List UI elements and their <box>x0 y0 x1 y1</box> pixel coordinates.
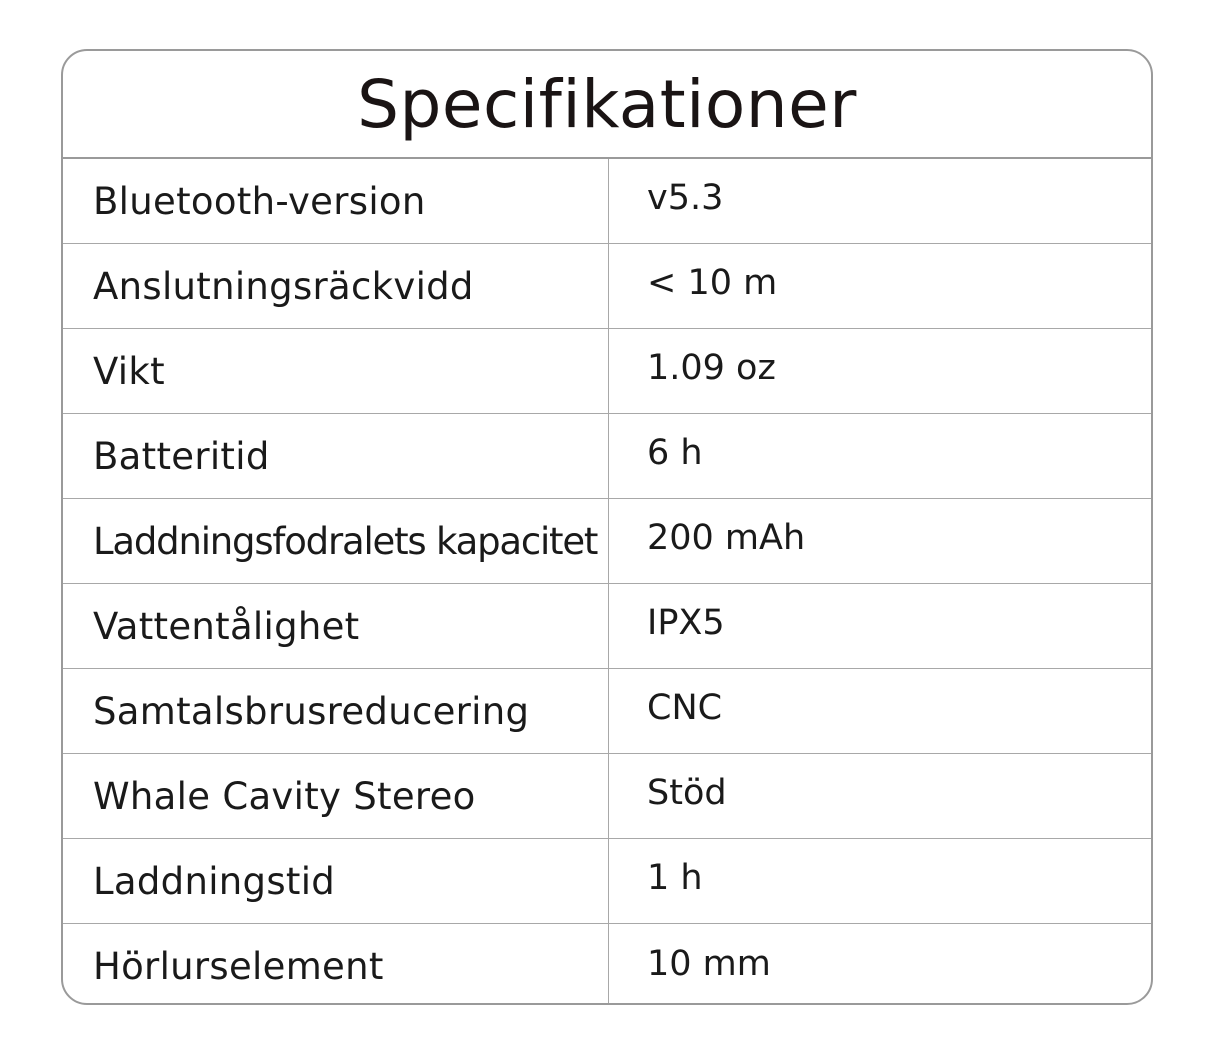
spec-title: Specifikationer <box>63 51 1151 159</box>
spec-label: Vattentålighet <box>63 584 609 668</box>
table-row <box>63 924 1151 1005</box>
spec-table <box>61 49 1153 1005</box>
table-row <box>63 499 1151 584</box>
spec-label: Batteritid <box>63 414 609 498</box>
spec-value: CNC <box>647 688 723 728</box>
spec-label: Anslutningsräckvidd <box>63 244 609 328</box>
spec-value: 6 h <box>647 433 703 473</box>
spec-value: 1.09 oz <box>647 348 776 388</box>
spec-value: 200 mAh <box>647 518 806 558</box>
spec-value: 10 mm <box>647 943 771 984</box>
spec-value: Stöd <box>647 773 727 813</box>
table-row <box>63 839 1151 924</box>
table-row <box>63 754 1151 839</box>
table-row <box>63 329 1151 414</box>
table-row <box>63 414 1151 499</box>
table-row <box>63 159 1151 244</box>
spec-value: v5.3 <box>647 178 724 218</box>
spec-label: Laddningstid <box>63 839 609 923</box>
spec-value: IPX5 <box>647 603 725 643</box>
spec-label: Laddningsfodralets kapacitet <box>63 499 609 583</box>
table-row <box>63 584 1151 669</box>
table-row <box>63 669 1151 754</box>
spec-label: Vikt <box>63 329 609 413</box>
spec-label: Bluetooth-version <box>63 159 609 243</box>
spec-value: < 10 m <box>647 263 778 303</box>
spec-label: Samtalsbrusreducering <box>63 669 609 753</box>
spec-label: Hörlurselement <box>63 924 609 1005</box>
table-row <box>63 244 1151 329</box>
spec-label: Whale Cavity Stereo <box>63 754 609 838</box>
spec-value: 1 h <box>647 858 703 898</box>
